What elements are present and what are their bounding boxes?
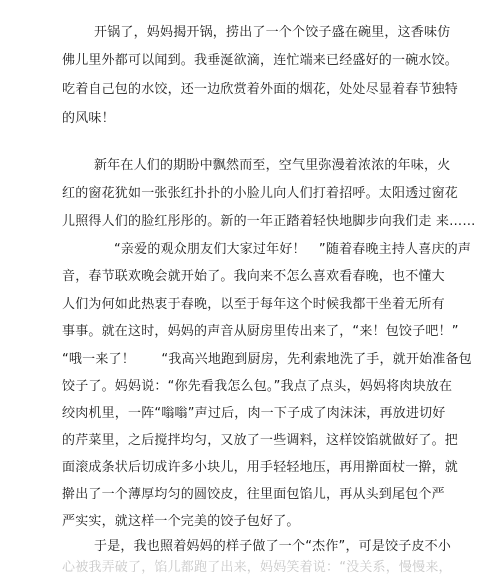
paragraph-2-line-2: 红的窗花犹如一张张红扑扑的小脸儿向人们打着招呼。太阳透过窗花 — [62, 186, 459, 201]
paragraph-1-line-2: 佛儿里外都可以闻到。我垂涎欲滴，连忙端来已经盛好的一碗水饺。 — [62, 53, 459, 68]
paragraph-3-line-10: 擀出了一个薄厚均匀的圆饺皮，往里面包馅儿，再从头到尾包个严 — [62, 487, 445, 502]
paragraph-3-line-7: 绞肉机里，一阵“嗡嗡”声过后，肉一下子成了肉沫沫，再放进切好 — [62, 406, 446, 421]
paragraph-3-line-2: 音，春节联欢晚会就开始了。我向来不怎么喜欢看春晚，也不懂大 — [62, 269, 445, 284]
paragraph-4-line-1: 于是，我也照着妈妈的样子做了一个“杰作”，可是饺子皮不小 — [94, 539, 452, 554]
paragraph-3-line-8: 的芹菜里，之后搅拌均匀，又放了一些调料，这样饺馅就做好了。把 — [62, 433, 459, 448]
paragraph-3-line-11: 严实实，就这样一个完美的饺子包好了。 — [62, 514, 300, 529]
paragraph-3-line-9: 面滚成条状后切成许多小块儿，用手轻轻地压，再用擀面杖一擀，就 — [62, 460, 459, 475]
paragraph-4-line-2: 心被我弄破了，馅儿都跑了出来，妈妈笑着说：“没关系，慢慢来， — [62, 560, 452, 575]
paragraph-3-line-3: 人们为何如此热衷于春晚，以至于每年这个时候我都干坐着无所有 — [62, 297, 445, 312]
paragraph-3-line-6: 饺子了。妈妈说：“你先看我怎么包。”我点了点头，妈妈将肉块放在 — [62, 379, 453, 394]
paragraph-3-line-5: “哦一来了！ “我高兴地跑到厨房，先利索地洗了手，就开始准备包 — [62, 352, 472, 367]
paragraph-1-line-1: 开锅了，妈妈揭开锅，捞出了一个个饺子盛在碗里，这香味仿 — [94, 25, 451, 40]
paragraph-2-line-3: 儿照得人们的脸红彤彤的。新的一年正踏着轻快地脚步向我们走 来…… — [62, 214, 476, 229]
paragraph-1-line-4: 的风味！ — [62, 111, 115, 126]
paragraph-2-line-1: 新年在人们的期盼中飘然而至，空气里弥漫着浓浓的年味，火 — [94, 158, 451, 173]
paragraph-1-line-3: 吃着自己包的水饺，还一边欣赏着外面的烟花，处处尽显着春节独特 — [62, 82, 459, 97]
paragraph-3-line-4: 事事。就在这时，妈妈的声音从厨房里传出来了，“来！包饺子吧！” — [62, 324, 459, 339]
paragraph-3-line-1: “亲爱的观众朋友们大家过年好！ ”随着春晚主持人喜庆的声 — [114, 242, 472, 257]
